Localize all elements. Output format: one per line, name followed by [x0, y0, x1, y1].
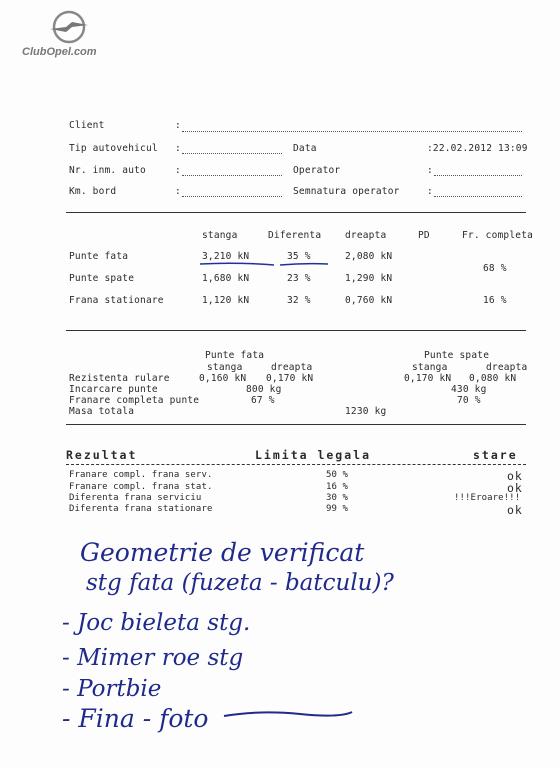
parking-brake-right: 0,760 kN [345, 295, 393, 306]
front-axle-right: 2,080 kN [345, 251, 393, 262]
rear-axle-diff: 23 % [287, 273, 311, 284]
result-row-4-state: ok [507, 503, 523, 517]
state-header: stare [473, 448, 518, 462]
result-row-1-state: ok [507, 469, 523, 483]
axle-load-rear: 430 kg [451, 384, 487, 395]
rear-left-sub: stanga [412, 362, 448, 373]
date-label: Data [293, 143, 317, 154]
header-divider [66, 212, 526, 213]
parking-brake-diff: 32 % [287, 295, 311, 306]
reg-number-line [182, 175, 282, 176]
date-value: :22.02.2012 13:09 [427, 143, 528, 154]
parking-brake-full: 16 % [483, 295, 507, 306]
result-header: Rezultat [66, 448, 138, 462]
odometer-label: Km. bord [69, 186, 117, 197]
col-pd-header: PD [418, 230, 430, 241]
front-axle-left: 3,210 kN [202, 251, 250, 262]
col-full-header: Fr. completa [462, 230, 534, 241]
rear-axle-right: 1,290 kN [345, 273, 393, 284]
result-row-4-label: Diferenta frana stationare [69, 504, 213, 514]
result-row-3-label: Diferenta frana serviciu [69, 493, 202, 503]
client-label: Client [69, 120, 105, 131]
rolling-resist-rr: 0,080 kN [469, 373, 517, 384]
parking-brake-left: 1,120 kN [202, 295, 250, 306]
vehicle-type-label: Tip autovehicul [69, 143, 158, 154]
handwritten-note-3: - Joc bieleta stg. [62, 610, 251, 636]
axle-load-label: Incarcare punte [69, 384, 158, 395]
logo-text: ClubOpel.com [22, 46, 97, 58]
rolling-resist-rl: 0,170 kN [404, 373, 452, 384]
pen-underline-mark [196, 258, 336, 270]
result-row-3-limit: 30 % [326, 493, 349, 503]
front-right-sub: dreapta [271, 362, 313, 373]
operator-sep: : [427, 165, 433, 176]
full-braking-value: 68 % [483, 263, 507, 274]
odometer-line [182, 196, 282, 197]
axle-braking-label: Franare completa punte [69, 395, 200, 406]
result-row-3-state: !!!Eroare!!! [454, 493, 521, 503]
rear-group-header: Punte spate [424, 350, 490, 361]
vehicle-type-sep: : [175, 143, 181, 154]
total-mass-value: 1230 kg [345, 406, 387, 417]
opel-emblem-icon [44, 10, 94, 44]
parking-brake-label: Frana stationare [69, 295, 164, 306]
reg-number-label: Nr. inm. auto [69, 165, 146, 176]
col-right-header: dreapta [345, 230, 387, 241]
front-axle-diff: 35 % [287, 251, 311, 262]
handwritten-note-4: - Mimer roe stg [62, 645, 244, 671]
rear-right-sub: dreapta [486, 362, 528, 373]
axle-braking-front: 67 % [251, 395, 275, 406]
handwritten-note-6: - Fina - foto [62, 704, 209, 733]
result-row-1-limit: 50 % [326, 470, 349, 480]
clubopel-logo [22, 10, 114, 60]
axle-divider [66, 330, 526, 331]
reg-number-sep: : [175, 165, 181, 176]
axle-braking-rear: 70 % [457, 395, 481, 406]
legal-limit-header: Limita legala [255, 448, 372, 462]
rolling-resist-fr: 0,170 kN [266, 373, 314, 384]
result-row-4-limit: 99 % [326, 504, 349, 514]
handwritten-note-5: - Portbie [62, 676, 162, 702]
result-divider [66, 464, 526, 465]
total-mass-label: Masa totala [69, 406, 135, 417]
rolling-resist-fl: 0,160 kN [199, 373, 247, 384]
result-row-2-state: ok [507, 481, 523, 495]
signature-label: Semnatura operator [293, 186, 400, 197]
handwritten-note-1: Geometrie de verificat [80, 538, 365, 567]
rear-axle-label: Punte spate [69, 273, 135, 284]
signature-line [434, 196, 522, 197]
axle-load-front: 800 kg [246, 384, 282, 395]
handwritten-note-2: stg fata (fuzeta - batculu)? [86, 570, 394, 596]
col-left-header: stanga [202, 230, 238, 241]
client-sep: : [175, 120, 181, 131]
resist-divider [66, 424, 526, 425]
front-left-sub: stanga [207, 362, 243, 373]
front-axle-label: Punte fata [69, 251, 129, 262]
odometer-sep: : [175, 186, 181, 197]
rolling-resist-label: Rezistenta rulare [69, 373, 170, 384]
client-line [182, 131, 522, 132]
operator-line [434, 175, 522, 176]
operator-label: Operator [293, 165, 341, 176]
front-group-header: Punte fata [205, 350, 265, 361]
result-row-1-label: Franare compl. frana serv. [69, 470, 213, 480]
rear-axle-left: 1,680 kN [202, 273, 250, 284]
result-row-2-limit: 16 % [326, 482, 349, 492]
pen-strikethrough-mark [220, 700, 360, 730]
col-diff-header: Diferenta [268, 230, 322, 241]
vehicle-type-line [182, 153, 282, 154]
signature-sep: : [427, 186, 433, 197]
result-row-2-label: Franare compl. frana stat. [69, 482, 213, 492]
